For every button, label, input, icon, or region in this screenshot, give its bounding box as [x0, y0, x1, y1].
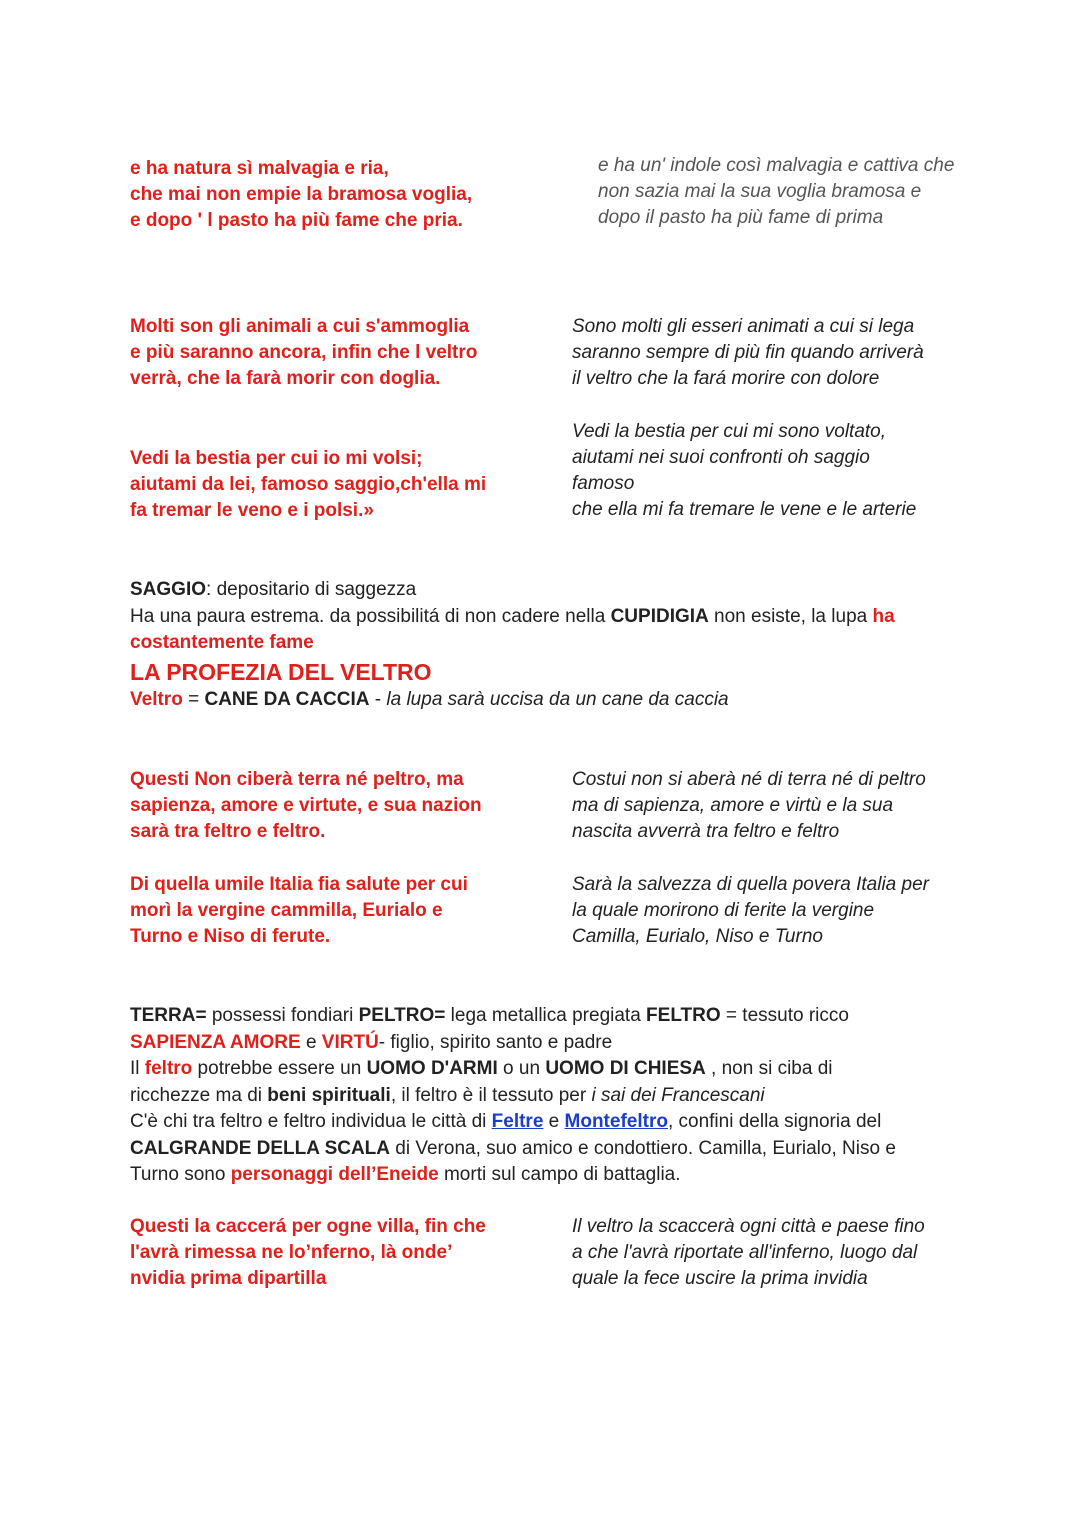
note-emphasis: costantemente fame [130, 632, 314, 653]
verse-line: Questi Non ciberà terra né peltro, ma [130, 769, 464, 790]
note-emphasis: ha [872, 605, 895, 627]
translation-stanza [572, 419, 916, 523]
translation-line: Sarà la salvezza di quella povera Italia per [572, 874, 929, 895]
term-calgrande: CALGRANDE DELLA SCALA [130, 1137, 391, 1159]
note-text: , il feltro è il tessuto per [390, 1084, 592, 1106]
translation-stanza [572, 872, 929, 950]
translation-line: il veltro che la fará morire con dolore [572, 368, 880, 389]
note-line [130, 577, 960, 604]
translation-stanza [572, 767, 926, 845]
link-montefeltro[interactable]: Montefeltro [564, 1111, 668, 1132]
veltro-definition [130, 687, 960, 714]
verse-line: verrà, che la farà morir con doglia. [130, 368, 441, 389]
verse-line: Vedi la bestia per cui io mi volsi; [130, 448, 423, 469]
translation-stanza [572, 314, 924, 392]
translation-line: Vedi la bestia per cui mi sono voltato, [572, 421, 887, 442]
note-text: Ha una paura estrema. da possibilitá di non cadere nella [130, 605, 611, 627]
translation-line: Sono molti gli esseri animati a cui si lega [572, 316, 915, 337]
term-virtu: VIRTÚ [321, 1031, 379, 1053]
note-line [130, 1083, 960, 1110]
note-text: - figlio, spirito santo e padre [378, 1031, 613, 1053]
note-text: , confini della signoria del [667, 1111, 882, 1132]
term-definition: : depositario di saggezza [206, 579, 417, 600]
note-text: non esiste, la lupa [708, 605, 873, 627]
verse-line: e dopo ' l pasto ha più fame che pria. [130, 210, 463, 231]
verse-stanza [130, 872, 468, 950]
note-line [130, 1109, 960, 1136]
note-text: e [543, 1111, 565, 1132]
verse-line: l'avrà rimessa ne lo’nferno, là onde’ [130, 1242, 453, 1263]
note-text: ricchezze ma di [130, 1084, 268, 1106]
note-text: potrebbe essere un [192, 1058, 367, 1079]
translation-line: saranno sempre di più fin quando arriverà [572, 342, 924, 363]
term-sapienza-amore: SAPIENZA AMORE [130, 1031, 301, 1053]
translation-line: a che l'avrà riportate all'inferno, luogo dal [572, 1242, 918, 1263]
verse-line: nvidia prima dipartilla [130, 1268, 327, 1289]
note-line [130, 687, 960, 714]
note-text: e [300, 1031, 322, 1053]
translation-line: Costui non si aberà né di terra né di peltro [572, 769, 926, 790]
translation-line: dopo il pasto ha più fame di prima [598, 207, 884, 228]
translation-line: nascita avverrà tra feltro e feltro [572, 821, 840, 842]
term-saggio: SAGGIO [130, 579, 207, 600]
verse-line: Questi la caccerá per ogne villa, fin che [130, 1216, 486, 1237]
note-line [130, 1136, 960, 1163]
note-line [130, 604, 960, 631]
translation-stanza [598, 153, 954, 231]
note-text: = tessuto ricco [720, 1005, 849, 1026]
translation-line: non sazia mai la sua voglia bramosa e [598, 181, 922, 202]
verse-line: fa tremar le veno e i polsi.» [130, 500, 374, 521]
note-text: C'è chi tra feltro e feltro individua le città di [130, 1111, 492, 1132]
verse-stanza [130, 156, 472, 234]
translation-line: aiutami nei suoi confronti oh saggio [572, 447, 870, 468]
translation-line: che ella mi fa tremare le vene e le arterie [572, 499, 917, 520]
note-line [130, 1056, 960, 1083]
translation-line: Camilla, Eurialo, Niso e Turno [572, 926, 823, 947]
term-uomo-di-chiesa: UOMO DI CHIESA [545, 1058, 706, 1079]
translation-line: famoso [572, 473, 635, 494]
term-terra: TERRA= [130, 1005, 207, 1026]
translation-line: la quale morirono di ferite la vergine [572, 900, 875, 921]
term-beni-spirituali: beni spirituali [267, 1084, 391, 1106]
note-line [130, 1003, 960, 1030]
verse-line: sarà tra feltro e feltro. [130, 821, 326, 842]
note-text: Turno sono [130, 1164, 231, 1185]
verse-line: sapienza, amore e virtute, e sua nazion [130, 795, 482, 816]
verse-line: e più saranno ancora, infin che l veltro [130, 342, 478, 363]
term-cane-da-caccia: CANE DA CACCIA [204, 689, 370, 710]
note-line [130, 1162, 960, 1189]
note-italic: la lupa sarà uccisa da un cane da caccia [386, 689, 729, 710]
term-veltro: Veltro [130, 689, 183, 710]
verse-line: Molti son gli animali a cui s'ammoglia [130, 316, 470, 337]
term-peltro: PELTRO= [358, 1005, 446, 1026]
translation-line: e ha un' indole così malvagia e cattiva che [598, 155, 955, 176]
note-italic: i sai dei Francescani [591, 1084, 765, 1106]
note-text: lega metallica pregiata [445, 1005, 647, 1026]
note-text: o un [497, 1058, 546, 1079]
section-heading: LA PROFEZIA DEL VELTRO [130, 659, 432, 685]
verse-line: che mai non empie la bramosa voglia, [130, 184, 473, 205]
verse-line: aiutami da lei, famoso saggio,ch'ella mi [130, 474, 487, 495]
note-text: - [369, 689, 387, 710]
note-line [130, 1030, 960, 1057]
link-feltre[interactable]: Feltre [491, 1111, 544, 1132]
translation-line: quale la fece uscire la prima invidia [572, 1268, 868, 1289]
note-text: = [182, 689, 205, 710]
verse-line: Di quella umile Italia fia salute per cui [130, 874, 468, 895]
verse-stanza [130, 446, 486, 524]
note-text: possessi fondiari [206, 1005, 359, 1026]
note-text: Il [130, 1058, 145, 1079]
term-cupidigia: CUPIDIGIA [610, 605, 709, 627]
note-text: di Verona, suo amico e condottiero. Camilla, Eurialo, Niso e [390, 1137, 896, 1159]
note-text: morti sul campo di battaglia. [438, 1164, 681, 1185]
term-eneide: personaggi dell’Eneide [230, 1164, 439, 1185]
verse-stanza [130, 314, 477, 392]
translation-line: ma di sapienza, amore e virtù e la sua [572, 795, 894, 816]
verse-line: e ha natura sì malvagia e ria, [130, 158, 389, 179]
verse-line: morì la vergine cammilla, Eurialo e [130, 900, 443, 921]
note-text: , non si ciba di [705, 1058, 833, 1079]
verse-stanza [130, 767, 482, 845]
translation-stanza [572, 1214, 925, 1292]
saggio-note [130, 577, 960, 657]
term-uomo-darmi: UOMO D'ARMI [366, 1058, 498, 1079]
verse-stanza [130, 1214, 486, 1292]
translation-line: Il veltro la scaccerà ogni città e paese fino [572, 1216, 925, 1237]
glossary-note [130, 1003, 960, 1189]
verse-line: Turno e Niso di ferute. [130, 926, 331, 947]
term-feltro: feltro [144, 1058, 193, 1079]
term-feltro: FELTRO [646, 1005, 721, 1026]
